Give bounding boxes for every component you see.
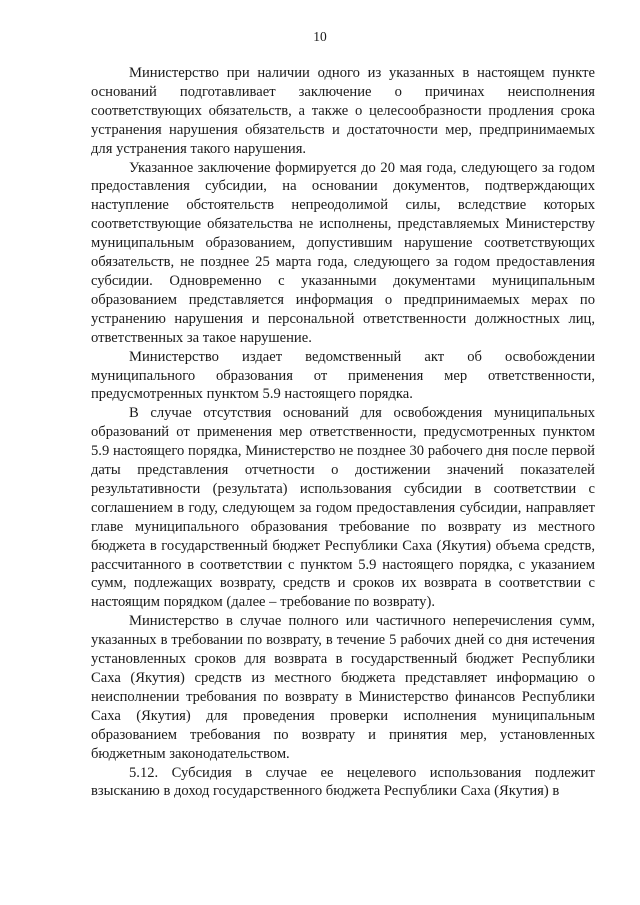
body-text bbox=[91, 64, 595, 801]
paragraph-conclusion-deadline: Указанное заключение формируется до 20 мая года, следующего за годом предоставления субсидии, на основании документов, подтверждающих наступление обстоятельств непреодолимой силы, вследствие которых соответствующие обязательства не исполнены, представляемых Министерству муниципальным образованием, допустившим нарушение соответствующих обязательств, не позднее 25 марта года, следующего за годом предоставления субсидии. Одновременно с указанными документами муниципальным образованием представляется информация о предпринимаемых мерах по устранению нарушения и персональной ответственности должностных лиц, ответственных за такое нарушение. bbox=[91, 159, 595, 346]
paragraph-refund-requirement: В случае отсутствия оснований для освобождения муниципальных образований от применения мер ответственности, предусмотренных пунктом 5.9 настоящего порядка, Министерство не позднее 30 рабочего дня после первой даты представления отчетности о достижении значений показателей результативности (результата) использования субсидии в соответствии с соглашением в году, следующем за годом предоставления субсидии, направляет главе муниципального образования требование по возврату из местного бюджета в государственный бюджет Республики Саха (Якутия) объема средств, рассчитанного в соответствии с пунктом 5.9 настоящего порядка, с указанием сумм, подлежащих возврату, средств и сроков их возврата в соответствии с настоящим порядком (далее – требование по возврату). bbox=[91, 405, 595, 611]
paragraph-5-12: 5.12. Субсидия в случае ее нецелевого использования подлежит взысканию в доход государственного бюджета Республики Саха (Якутия) в bbox=[91, 764, 595, 800]
paragraph-non-transfer: Министерство в случае полного или частичного неперечисления сумм, указанных в требовании по возврату, в течение 5 рабочих дней со дня истечения установленных сроков для возврата в государственный бюджет Республики Саха (Якутия) средств из местного бюджета представляет информацию о неисполнении требования по возврату в Министерство финансов Республики Саха (Якутия) для проведения проверки исполнения муниципальным образованием требования по возврату и принятия мер, установленных бюджетным законодательством. bbox=[91, 613, 595, 762]
page-number: 10 bbox=[313, 29, 327, 44]
paragraph-conclusion: Министерство при наличии одного из указанных в настоящем пункте оснований подготавливает заключение о причинах неисполнения соответствующих обязательств, а также о целесообразности продления срока устранения нарушения обязательств и достаточности мер, предпринимаемых для устранения такого нарушения. bbox=[91, 65, 595, 157]
paragraph-exemption-act: Министерство издает ведомственный акт об освобождении муниципального образования от применения мер ответственности, предусмотренных пунктом 5.9 настоящего порядка. bbox=[91, 348, 595, 403]
